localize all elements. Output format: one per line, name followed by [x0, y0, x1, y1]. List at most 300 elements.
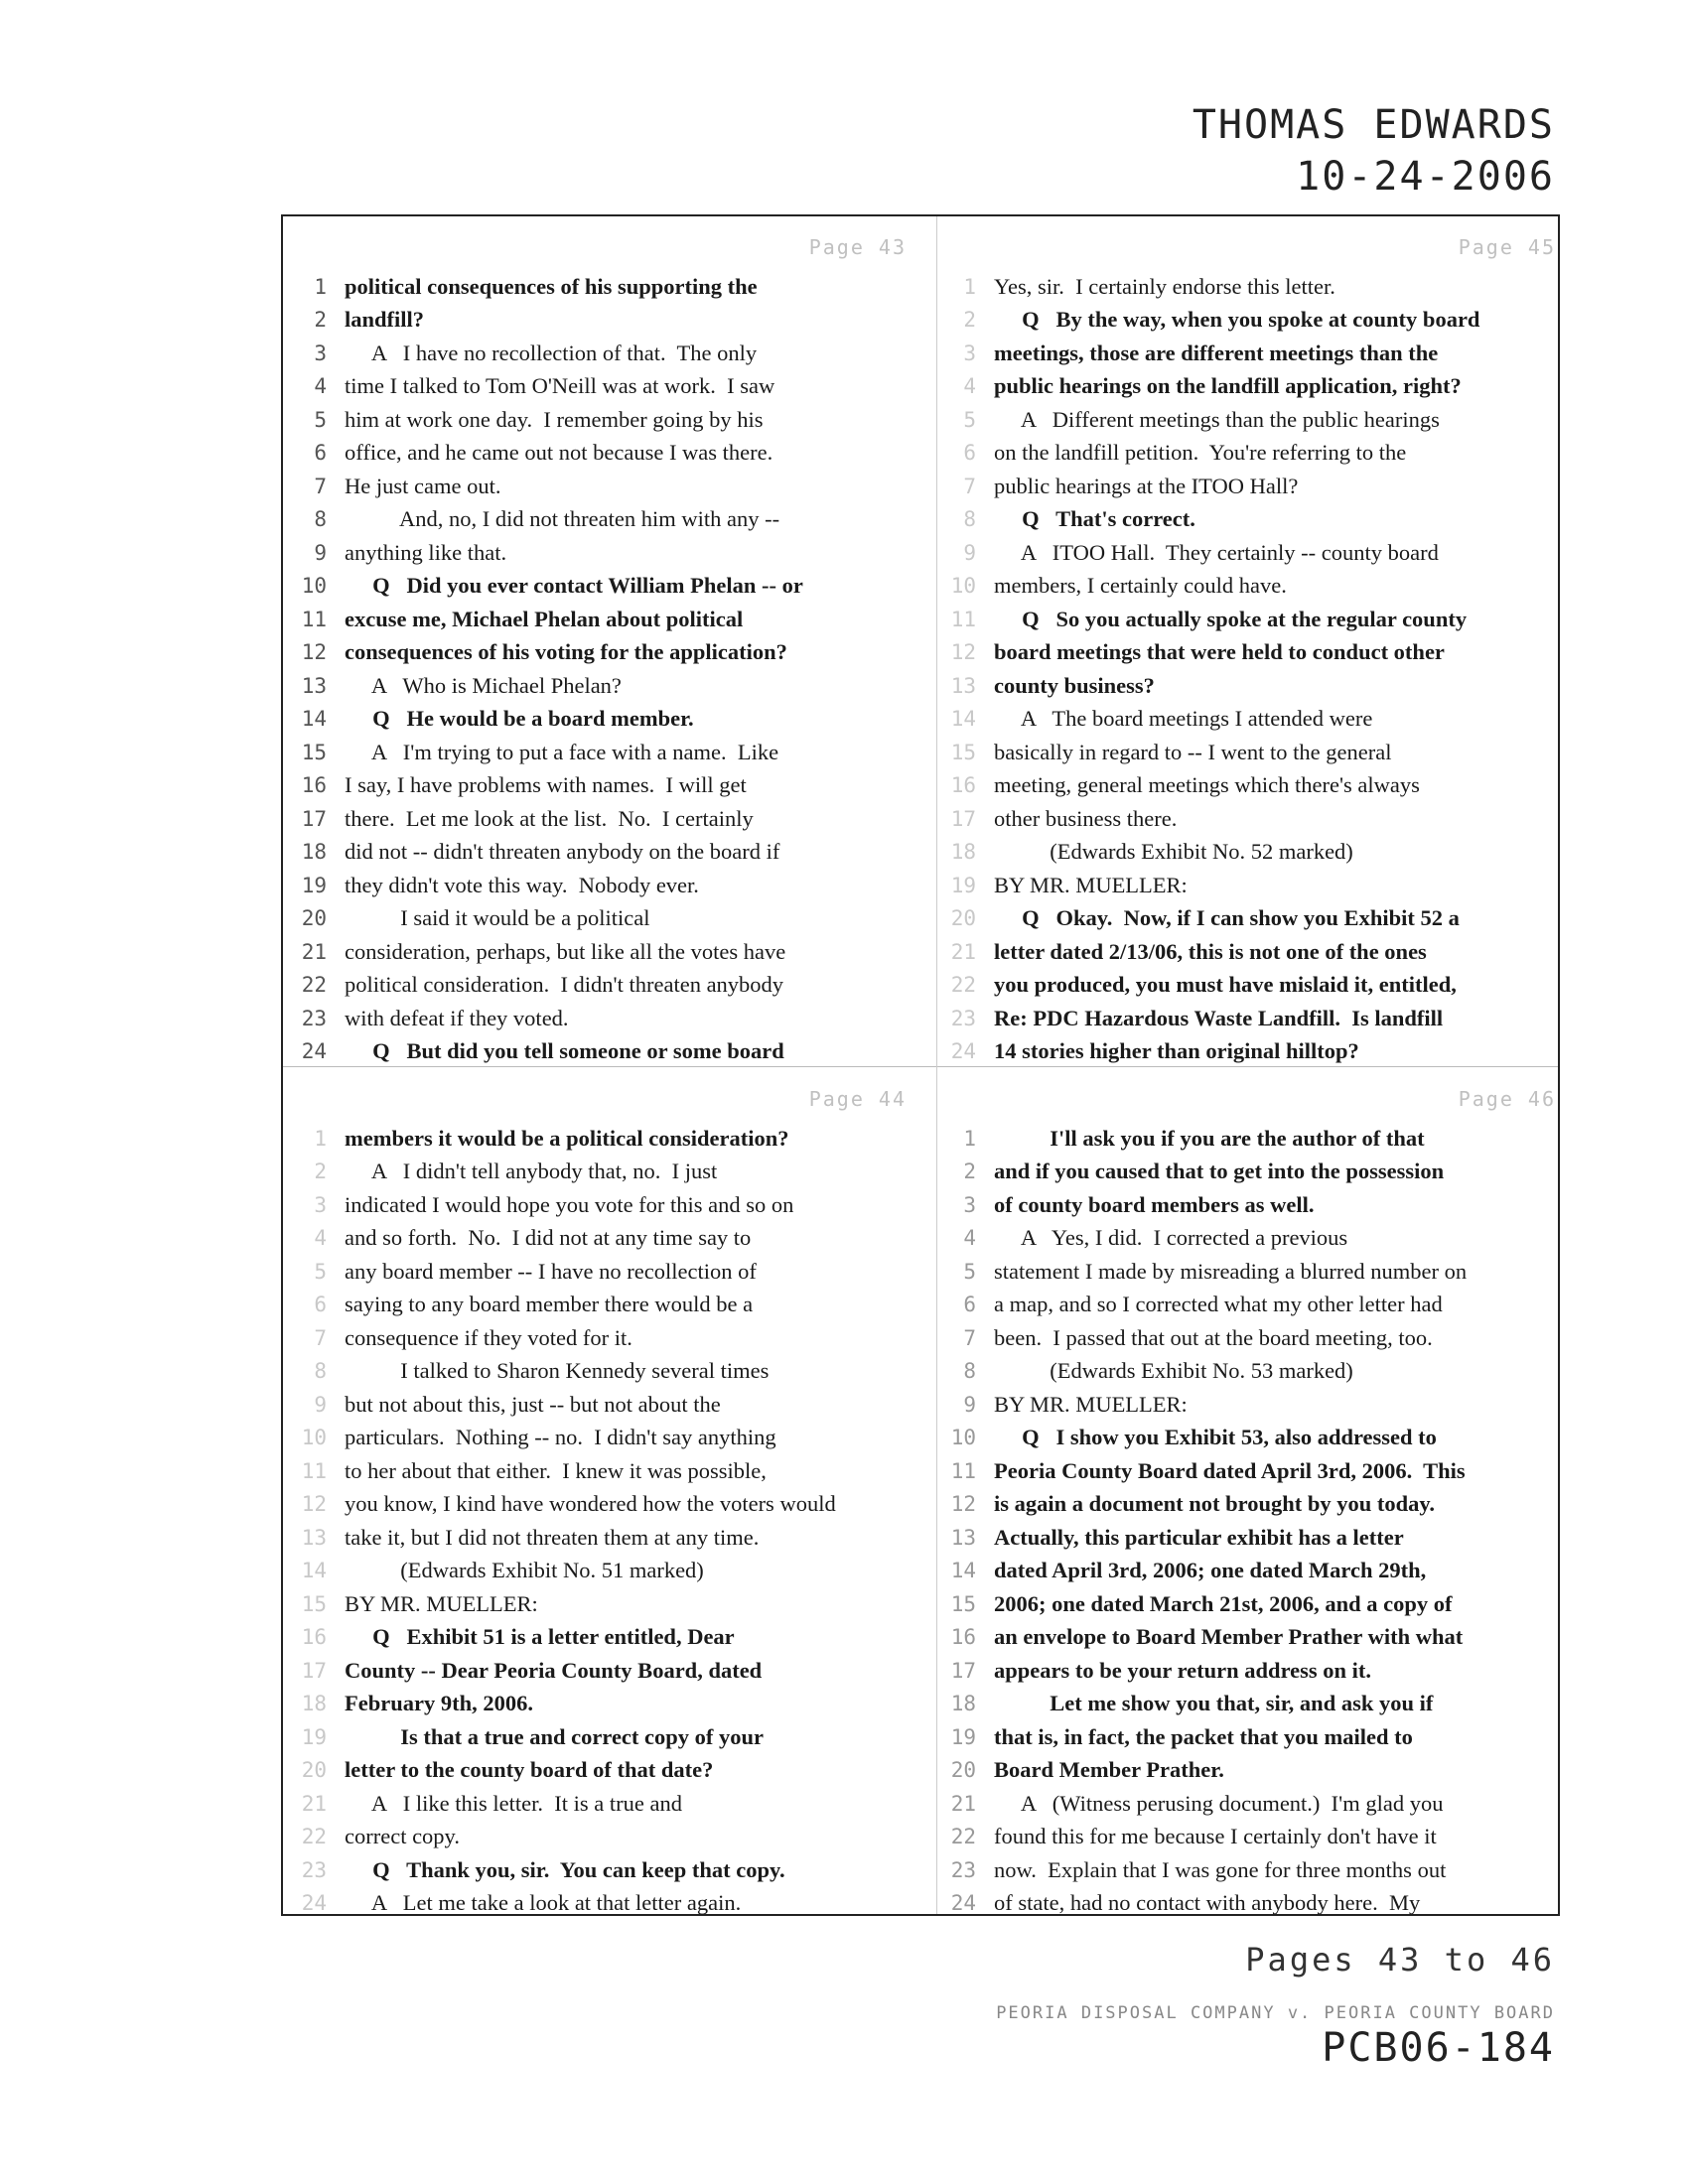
transcript-line	[932, 1422, 1568, 1455]
line-number: 17	[301, 806, 327, 831]
line-number: 8	[314, 1359, 327, 1384]
line-number: 12	[950, 640, 976, 665]
line-text: A I'm trying to put a face with a name. Like	[345, 739, 779, 764]
line-number: 23	[301, 1006, 327, 1030]
transcript-line	[932, 536, 1568, 570]
line-number: 15	[950, 1591, 976, 1616]
line-text: A ITOO Hall. They certainly -- county board	[994, 539, 1439, 565]
page-label: Page 46	[1458, 1087, 1556, 1111]
line-text: Q That's correct.	[994, 506, 1195, 532]
transcript-line	[932, 603, 1568, 636]
line-number: 4	[963, 1226, 976, 1251]
line-number: 18	[950, 840, 976, 865]
line-text: office, and he came out not because I was there.	[345, 440, 773, 466]
line-number: 12	[301, 1492, 327, 1517]
transcript-line	[283, 470, 918, 503]
transcript-frame	[281, 214, 1560, 1916]
line-text: there. Let me look at the list. No. I certainly	[345, 805, 754, 831]
line-number: 20	[950, 1758, 976, 1783]
witness-name: THOMAS EDWARDS	[1192, 102, 1555, 148]
line-text: A I didn't tell anybody that, no. I just	[345, 1159, 718, 1184]
line-text: 14 stories higher than original hilltop?	[994, 1038, 1359, 1064]
transcript-line	[932, 503, 1568, 537]
transcript-line	[932, 669, 1568, 703]
transcript-line	[283, 536, 918, 570]
line-number: 22	[950, 1825, 976, 1849]
line-text: that is, in fact, the packet that you mailed to	[994, 1723, 1413, 1749]
page-range: Pages 43 to 46	[1245, 1941, 1555, 1979]
transcript-line	[932, 1355, 1568, 1389]
line-number: 8	[963, 1359, 976, 1384]
line-text: saying to any board member there would be a	[345, 1292, 754, 1317]
line-text: excuse me, Michael Phelan about political	[345, 606, 744, 631]
line-number: 15	[950, 740, 976, 764]
line-text: Peoria County Board dated April 3rd, 2006. This	[994, 1457, 1466, 1483]
line-text: A I have no recollection of that. The only	[345, 340, 758, 365]
transcript-line	[283, 1388, 918, 1422]
line-number: 10	[950, 1426, 976, 1450]
line-text: Q By the way, when you spoke at county board	[994, 307, 1480, 333]
line-number: 2	[314, 308, 327, 333]
line-number: 3	[963, 341, 976, 365]
line-text: Let me show you that, sir, and ask you if	[994, 1691, 1434, 1716]
line-number: 20	[301, 906, 327, 931]
line-number: 21	[301, 939, 327, 964]
transcript-line	[932, 270, 1568, 304]
transcript-line	[932, 470, 1568, 503]
transcript-page-46	[932, 1076, 1568, 1920]
line-number: 3	[314, 1192, 327, 1217]
transcript-line	[932, 1188, 1568, 1222]
transcript-line	[932, 403, 1568, 437]
line-text: A Let me take a look at that letter again.	[345, 1890, 742, 1916]
line-number: 14	[301, 707, 327, 732]
line-number: 6	[963, 1293, 976, 1317]
transcript-line	[932, 337, 1568, 370]
line-text: appears to be your return address on it.	[994, 1657, 1372, 1683]
transcript-line	[932, 1853, 1568, 1887]
line-text: letter dated 2/13/06, this is not one of the ones	[994, 938, 1427, 964]
transcript-line	[283, 802, 918, 836]
line-text: Q So you actually spoke at the regular county	[994, 606, 1468, 631]
transcript-line	[283, 869, 918, 902]
page-label: Page 43	[808, 235, 907, 259]
line-number: 18	[301, 1692, 327, 1716]
transcript-line	[932, 935, 1568, 969]
line-number: 23	[950, 1857, 976, 1882]
line-text: county business?	[994, 672, 1155, 698]
line-text: any board member -- I have no recollection of	[345, 1258, 757, 1284]
line-text: consideration, perhaps, but like all the votes have	[345, 938, 786, 964]
line-number: 24	[301, 1891, 327, 1916]
transcript-line	[932, 1754, 1568, 1788]
line-text: public hearings at the ITOO Hall?	[994, 473, 1299, 498]
transcript-line	[932, 304, 1568, 338]
transcript-line	[932, 902, 1568, 936]
line-number: 22	[950, 973, 976, 998]
line-text: 2006; one dated March 21st, 2006, and a copy of	[994, 1590, 1453, 1616]
line-text: you produced, you must have mislaid it, entitled,	[994, 972, 1457, 998]
line-text: Yes, sir. I certainly endorse this letter.	[994, 273, 1335, 299]
line-number: 11	[301, 1458, 327, 1483]
line-text: meeting, general meetings which there's always	[994, 772, 1420, 798]
line-text: correct copy.	[345, 1824, 460, 1849]
line-number: 17	[950, 1658, 976, 1683]
transcript-line	[932, 1255, 1568, 1289]
line-text: Q But did you tell someone or some board	[345, 1038, 784, 1064]
line-number: 8	[314, 507, 327, 532]
transcript-line	[283, 1289, 918, 1322]
transcript-line	[932, 570, 1568, 604]
transcript-line	[283, 935, 918, 969]
transcript-line	[283, 270, 918, 304]
line-number: 23	[950, 1006, 976, 1030]
transcript-line	[932, 1454, 1568, 1488]
line-number: 5	[963, 407, 976, 432]
line-number: 18	[301, 840, 327, 865]
transcript-line	[932, 1222, 1568, 1256]
line-number: 1	[963, 1126, 976, 1151]
transcript-line	[283, 1122, 918, 1156]
line-number: 9	[963, 540, 976, 565]
transcript-line	[932, 1321, 1568, 1355]
transcript-line	[283, 736, 918, 769]
transcript-line	[932, 969, 1568, 1003]
line-number: 18	[950, 1692, 976, 1716]
transcript-line	[932, 1002, 1568, 1035]
line-text: political consequences of his supporting the	[345, 273, 758, 299]
line-number: 13	[301, 1525, 327, 1550]
transcript-line	[283, 1654, 918, 1688]
line-text: is again a document not brought by you today.	[994, 1491, 1436, 1517]
page-label: Page 45	[1458, 235, 1556, 259]
line-number: 12	[950, 1492, 976, 1517]
transcript-line	[283, 902, 918, 936]
transcript-line	[932, 370, 1568, 404]
line-number: 21	[301, 1791, 327, 1816]
line-number: 13	[950, 1525, 976, 1550]
line-number: 11	[301, 607, 327, 631]
line-number: 19	[301, 873, 327, 897]
line-number: 7	[963, 474, 976, 498]
line-number: 22	[301, 973, 327, 998]
line-text: and so forth. No. I did not at any time say to	[345, 1225, 752, 1251]
transcript-line	[283, 836, 918, 870]
line-text: Q Did you ever contact William Phelan -- or	[345, 573, 803, 599]
page-label: Page 44	[808, 1087, 907, 1111]
line-number: 19	[950, 1724, 976, 1749]
line-text: A Yes, I did. I corrected a previous	[994, 1225, 1348, 1251]
line-text: consequences of his voting for the application?	[345, 639, 787, 665]
line-text: I'll ask you if you are the author of that	[994, 1125, 1425, 1151]
transcript-line	[932, 1887, 1568, 1921]
transcript-line	[932, 1488, 1568, 1522]
line-text: I say, I have problems with names. I will get	[345, 772, 747, 798]
line-text: A The board meetings I attended were	[994, 706, 1373, 732]
line-number: 2	[314, 1160, 327, 1184]
line-number: 14	[301, 1559, 327, 1583]
line-text: And, no, I did not threaten him with any --	[345, 506, 780, 532]
line-text: dated April 3rd, 2006; one dated March 29th,	[994, 1558, 1427, 1583]
line-number: 19	[950, 873, 976, 897]
line-text: February 9th, 2006.	[345, 1691, 533, 1716]
line-number: 4	[314, 1226, 327, 1251]
line-number: 22	[301, 1825, 327, 1849]
line-text: indicated I would hope you vote for this and so on	[345, 1191, 794, 1217]
transcript-line	[283, 1887, 918, 1921]
line-number: 4	[963, 374, 976, 399]
line-number: 16	[301, 773, 327, 798]
transcript-line	[283, 603, 918, 636]
transcript-line	[283, 570, 918, 604]
transcript-line	[283, 1454, 918, 1488]
line-text: been. I passed that out at the board meeting, too.	[994, 1324, 1433, 1350]
line-text: with defeat if they voted.	[345, 1005, 569, 1030]
transcript-lines	[932, 270, 1568, 1068]
transcript-line	[283, 1787, 918, 1821]
line-number: 9	[963, 1392, 976, 1417]
transcript-line	[932, 1156, 1568, 1189]
transcript-page-45	[932, 224, 1568, 1068]
transcript-line	[932, 437, 1568, 471]
line-number: 16	[950, 773, 976, 798]
line-number: 21	[950, 1791, 976, 1816]
line-number: 2	[963, 1160, 976, 1184]
line-text: they didn't vote this way. Nobody ever.	[345, 872, 699, 897]
line-text: BY MR. MUELLER:	[994, 872, 1188, 897]
transcript-line	[283, 1754, 918, 1788]
transcript-line	[932, 1035, 1568, 1069]
line-text: of state, had no contact with anybody here. My	[994, 1890, 1421, 1916]
transcript-line	[283, 1255, 918, 1289]
line-number: 1	[314, 274, 327, 299]
transcript-line	[932, 1720, 1568, 1754]
transcript-line	[283, 1587, 918, 1621]
line-number: 5	[314, 407, 327, 432]
line-text: BY MR. MUELLER:	[345, 1590, 538, 1616]
transcript-line	[283, 636, 918, 670]
transcript-line	[283, 703, 918, 737]
transcript-line	[283, 1821, 918, 1854]
line-text: A (Witness perusing document.) I'm glad you	[994, 1790, 1444, 1816]
line-number: 10	[950, 574, 976, 599]
line-number: 15	[301, 1591, 327, 1616]
line-text: Q He would be a board member.	[345, 706, 694, 732]
transcript-line	[283, 969, 918, 1003]
line-text: County -- Dear Peoria County Board, dated	[345, 1657, 763, 1683]
line-number: 15	[301, 740, 327, 764]
line-number: 9	[314, 540, 327, 565]
transcript-line	[932, 1521, 1568, 1555]
transcript-line	[932, 736, 1568, 769]
transcript-line	[932, 1621, 1568, 1655]
line-text: A Who is Michael Phelan?	[345, 672, 622, 698]
line-number: 11	[950, 1458, 976, 1483]
transcript-line	[932, 1787, 1568, 1821]
transcript-line	[932, 1388, 1568, 1422]
line-text: meetings, those are different meetings than the	[994, 340, 1439, 365]
transcript-line	[932, 703, 1568, 737]
transcript-line	[283, 1853, 918, 1887]
document-header	[1193, 99, 1555, 203]
line-text: of county board members as well.	[994, 1191, 1315, 1217]
line-text: a map, and so I corrected what my other letter had	[994, 1292, 1443, 1317]
transcript-line	[283, 1720, 918, 1754]
line-text: and if you caused that to get into the possession	[994, 1159, 1445, 1184]
transcript-line	[283, 337, 918, 370]
line-number: 3	[314, 341, 327, 365]
line-number: 14	[950, 1559, 976, 1583]
line-text: I said it would be a political	[345, 905, 650, 931]
transcript-line	[283, 1222, 918, 1256]
line-text: (Edwards Exhibit No. 53 marked)	[994, 1358, 1353, 1384]
transcript-page-44	[283, 1076, 918, 1920]
line-text: anything like that.	[345, 539, 507, 565]
transcript-lines	[283, 1122, 918, 1920]
line-number: 3	[963, 1192, 976, 1217]
line-number: 16	[301, 1625, 327, 1650]
line-number: 7	[314, 1325, 327, 1350]
line-text: landfill?	[345, 307, 425, 333]
transcript-line	[932, 1654, 1568, 1688]
transcript-line	[283, 1355, 918, 1389]
line-text: did not -- didn't threaten anybody on the board if	[345, 839, 780, 865]
line-text: now. Explain that I was gone for three months out	[994, 1856, 1447, 1882]
line-number: 5	[963, 1259, 976, 1284]
transcript-line	[932, 1821, 1568, 1854]
transcript-page-43	[283, 224, 918, 1068]
line-number: 6	[314, 1293, 327, 1317]
line-text: members, I certainly could have.	[994, 573, 1287, 599]
transcript-line	[283, 1688, 918, 1721]
transcript-line	[283, 1035, 918, 1069]
line-number: 10	[301, 1426, 327, 1450]
line-number: 9	[314, 1392, 327, 1417]
line-text: members it would be a political consideration?	[345, 1125, 789, 1151]
line-number: 24	[950, 1891, 976, 1916]
line-text: Q Exhibit 51 is a letter entitled, Dear	[345, 1624, 735, 1650]
line-text: A I like this letter. It is a true and	[345, 1790, 682, 1816]
transcript-lines	[283, 270, 918, 1068]
transcript-line	[283, 1002, 918, 1035]
line-text: Q I show you Exhibit 53, also addressed to	[994, 1425, 1437, 1450]
transcript-line	[932, 1289, 1568, 1322]
line-text: letter to the county board of that date?	[345, 1757, 714, 1783]
transcript-line	[283, 304, 918, 338]
line-number: 6	[963, 441, 976, 466]
line-text: Q Okay. Now, if I can show you Exhibit 52 a	[994, 905, 1460, 931]
line-text: He just came out.	[345, 473, 501, 498]
line-text: other business there.	[994, 805, 1178, 831]
line-number: 17	[301, 1658, 327, 1683]
line-text: on the landfill petition. You're referring to the	[994, 440, 1407, 466]
line-number: 24	[301, 1039, 327, 1064]
line-number: 13	[301, 673, 327, 698]
line-text: political consideration. I didn't threaten anybody	[345, 972, 784, 998]
line-text: board meetings that were held to conduct other	[994, 639, 1445, 665]
transcript-line	[283, 1422, 918, 1455]
transcript-line	[283, 1188, 918, 1222]
transcript-line	[932, 1555, 1568, 1588]
line-text: BY MR. MUELLER:	[994, 1391, 1188, 1417]
case-title: PEORIA DISPOSAL COMPANY v. PEORIA COUNTY BOARD	[996, 2003, 1555, 2023]
line-number: 6	[314, 441, 327, 466]
transcript-line	[283, 1156, 918, 1189]
transcript-lines	[932, 1122, 1568, 1920]
transcript-line	[283, 370, 918, 404]
line-number: 16	[950, 1625, 976, 1650]
line-text: statement I made by misreading a blurred number on	[994, 1258, 1468, 1284]
line-text: Re: PDC Hazardous Waste Landfill. Is landfill	[994, 1005, 1444, 1030]
line-number: 20	[950, 906, 976, 931]
transcript-line	[283, 769, 918, 803]
line-text: Is that a true and correct copy of your	[345, 1723, 765, 1749]
transcript-line	[283, 1621, 918, 1655]
line-number: 14	[950, 707, 976, 732]
line-text: him at work one day. I remember going by his	[345, 406, 764, 432]
line-text: (Edwards Exhibit No. 52 marked)	[994, 839, 1353, 865]
line-number: 1	[314, 1126, 327, 1151]
line-number: 8	[963, 507, 976, 532]
line-number: 19	[301, 1724, 327, 1749]
line-number: 1	[963, 274, 976, 299]
transcript-line	[283, 669, 918, 703]
line-number: 2	[963, 308, 976, 333]
line-text: time I talked to Tom O'Neill was at work. I saw	[345, 373, 775, 399]
line-text: but not about this, just -- but not about the	[345, 1391, 721, 1417]
line-text: you know, I kind have wondered how the voters would	[345, 1491, 836, 1517]
line-text: an envelope to Board Member Prather with what	[994, 1624, 1464, 1650]
transcript-line	[932, 769, 1568, 803]
transcript-line	[932, 1688, 1568, 1721]
transcript-line	[283, 1321, 918, 1355]
line-number: 11	[950, 607, 976, 631]
case-number: PCB06-184	[1322, 2025, 1555, 2071]
transcript-line	[283, 503, 918, 537]
transcript-line	[932, 802, 1568, 836]
line-number: 10	[301, 574, 327, 599]
line-text: take it, but I did not threaten them at any time.	[345, 1524, 760, 1550]
transcript-line	[932, 636, 1568, 670]
transcript-line	[932, 1122, 1568, 1156]
line-text: found this for me because I certainly don't have it	[994, 1824, 1437, 1849]
line-text: consequence if they voted for it.	[345, 1324, 632, 1350]
line-number: 24	[950, 1039, 976, 1064]
line-text: Actually, this particular exhibit has a letter	[994, 1524, 1404, 1550]
line-number: 13	[950, 673, 976, 698]
transcript-line	[283, 437, 918, 471]
line-number: 4	[314, 374, 327, 399]
transcript-line	[283, 1555, 918, 1588]
line-text: basically in regard to -- I went to the general	[994, 739, 1392, 764]
transcript-line	[932, 869, 1568, 902]
line-text: I talked to Sharon Kennedy several times	[345, 1358, 770, 1384]
line-number: 21	[950, 939, 976, 964]
transcript-line	[932, 1587, 1568, 1621]
transcript-line	[283, 403, 918, 437]
line-number: 7	[963, 1325, 976, 1350]
line-text: Q Thank you, sir. You can keep that copy.	[345, 1856, 785, 1882]
line-text: particulars. Nothing -- no. I didn't say anything	[345, 1425, 776, 1450]
line-number: 20	[301, 1758, 327, 1783]
line-number: 7	[314, 474, 327, 498]
line-number: 17	[950, 806, 976, 831]
transcript-line	[283, 1488, 918, 1522]
line-number: 5	[314, 1259, 327, 1284]
line-text: to her about that either. I knew it was possible,	[345, 1457, 767, 1483]
line-text: Board Member Prather.	[994, 1757, 1224, 1783]
line-number: 23	[301, 1857, 327, 1882]
